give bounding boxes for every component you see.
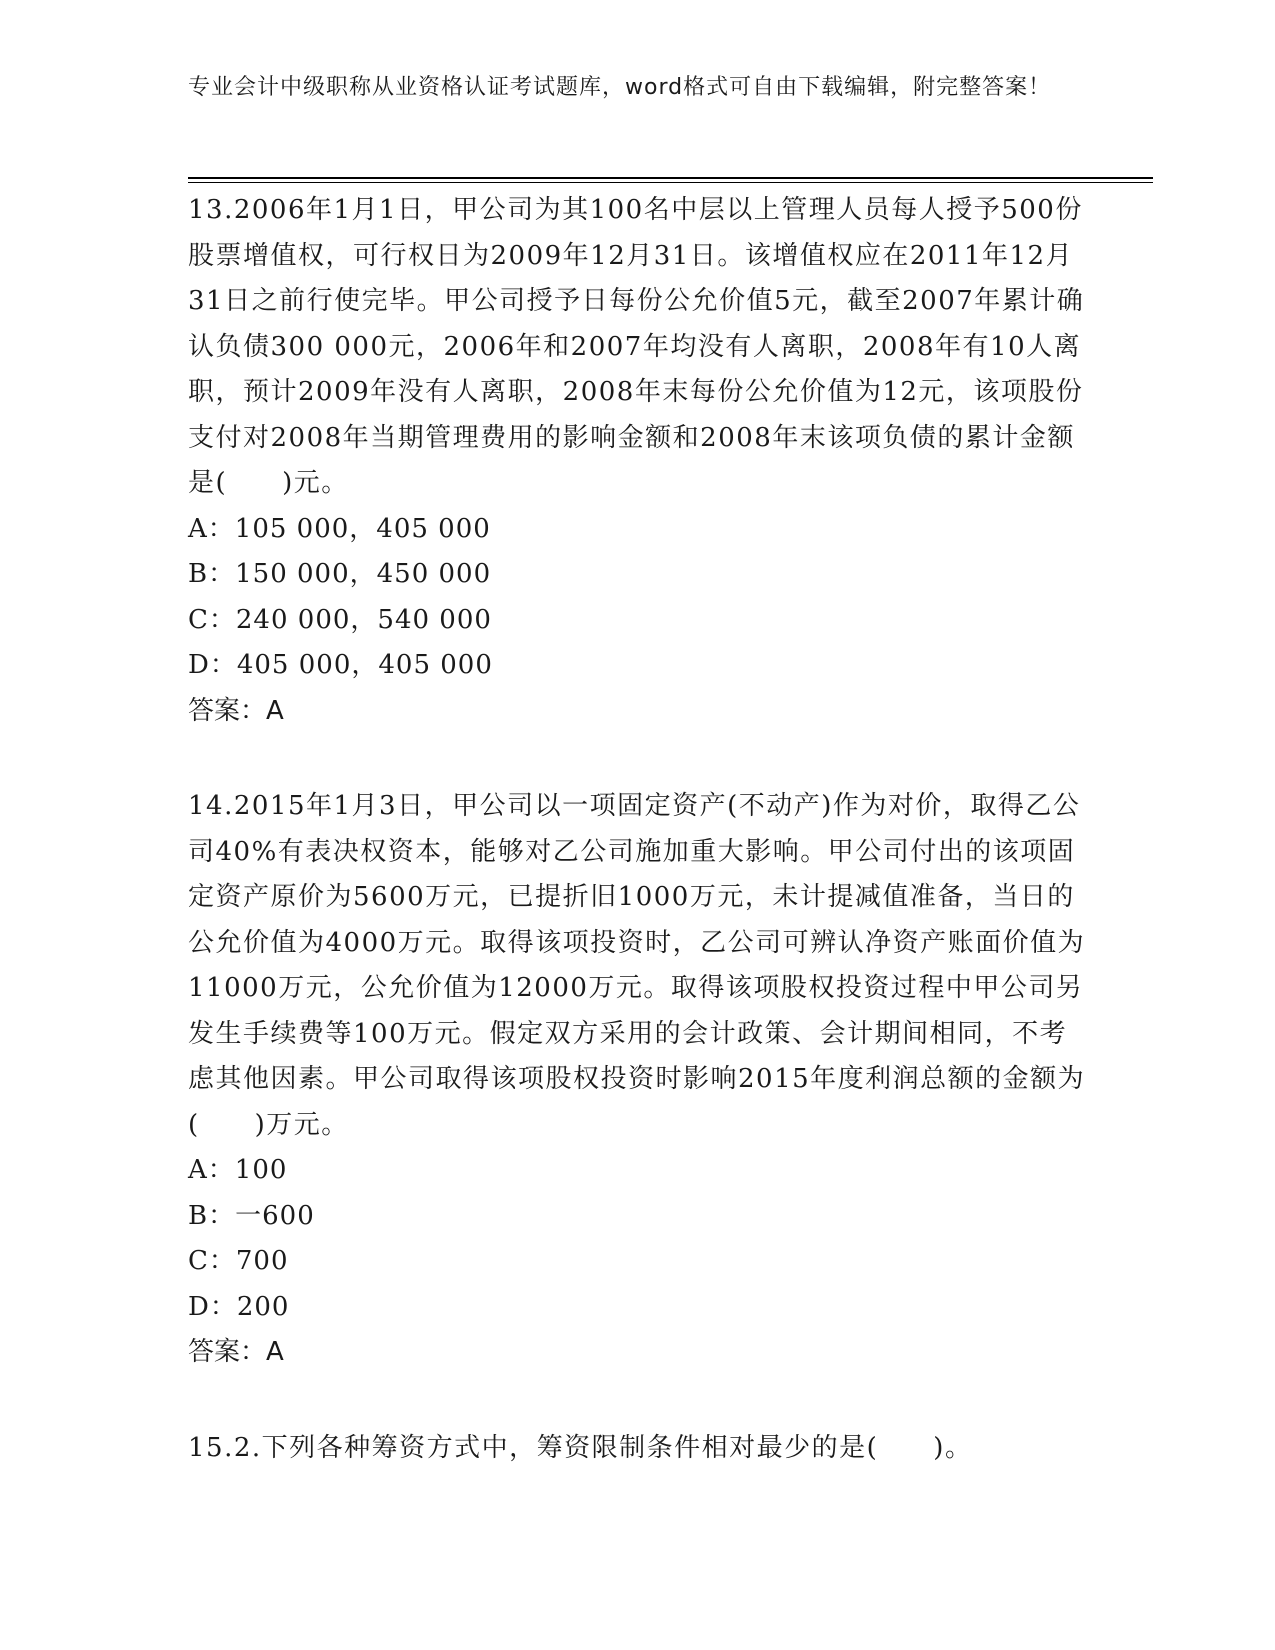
question-list bbox=[188, 188, 1088, 1521]
question-text: 13.2006年1月1日，甲公司为其100名中层以上管理人员每人授予500份股票增值权，可行权日为2009年12月31日。该增值权应在2011年12月31日之前行使完毕。甲公司授予日每份公允价值5元，截至2007年累计确认负债300 000元，2006年和2007年均没有人离职，2008年有10人离职，预计2009年没有人离职，2008年末每份公允价值为12元，该项股份支付对2008年当期管理费用的影响金额和2008年末该项负债的累计金额是( )元。 bbox=[188, 195, 1085, 498]
header-divider-thick bbox=[188, 177, 1153, 179]
page-header: 专业会计中级职称从业资格认证考试题库，word格式可自由下载编辑，附完整答案！ bbox=[188, 75, 1052, 100]
option-d: D：200 bbox=[188, 1291, 290, 1322]
answer: 答案：A bbox=[188, 1337, 284, 1367]
question-text: 14.2015年1月3日，甲公司以一项固定资产(不动产)作为对价，取得乙公司40%有表决权资本，能够对乙公司施加重大影响。甲公司付出的该项固定资产原价为5600万元，已提折旧1000万元，未计提减值准备，当日的公允价值为4000万元。取得该项投资时，乙公司可辨认净资产账面价值为11000万元，公允价值为12000万元。取得该项股权投资过程中甲公司另发生手续费等100万元。假定双方采用的会计政策、会计期间相同，不考虑其他因素。甲公司取得该项股权投资时影响2015年度利润总额的金额为( )万元。 bbox=[188, 791, 1086, 1140]
answer: 答案：A bbox=[188, 695, 284, 726]
option-b: B：150 000，450 000 bbox=[188, 559, 492, 589]
option-d: D：405 000，405 000 bbox=[188, 650, 493, 680]
option-a: A：105 000，405 000 bbox=[188, 513, 491, 544]
question-14 bbox=[188, 784, 1088, 1376]
option-a: A：100 bbox=[188, 1155, 288, 1185]
question-13 bbox=[188, 188, 1088, 734]
option-b: B：一600 bbox=[188, 1200, 315, 1231]
option-c: C：700 bbox=[188, 1246, 289, 1276]
question-text: 15.2.下列各种筹资方式中，筹资限制条件相对最少的是( )。 bbox=[188, 1432, 973, 1463]
header-divider-thin bbox=[188, 182, 1153, 183]
question-15 bbox=[188, 1426, 1088, 1472]
option-c: C：240 000，540 000 bbox=[188, 604, 492, 635]
